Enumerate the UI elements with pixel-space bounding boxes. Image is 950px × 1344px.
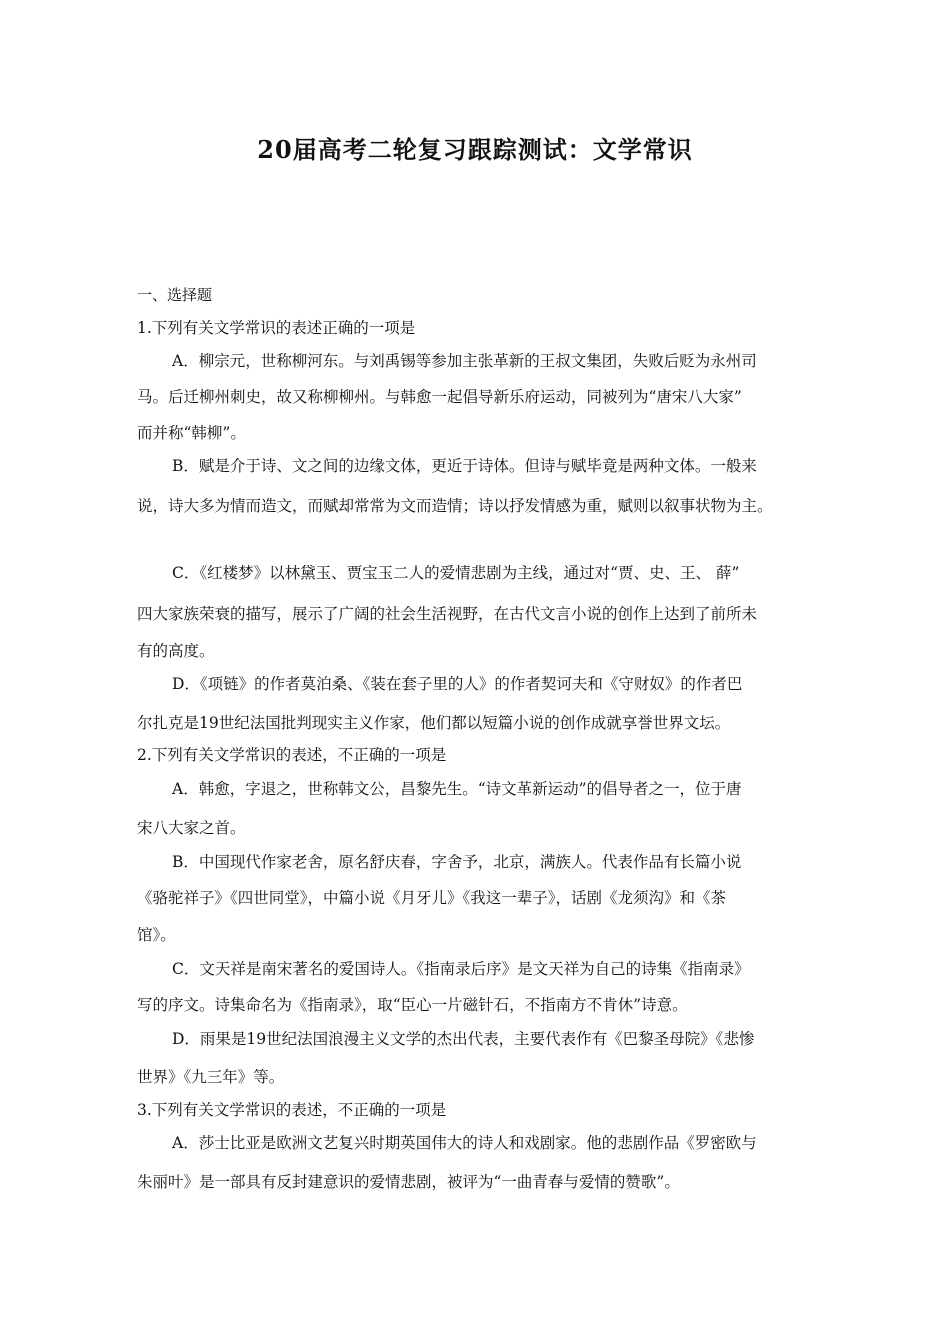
question-1-option-d: D．《项链》的作者莫泊桑、《装在套子里的人》的作者契诃夫和《守财奴》的作者巴	[172, 675, 743, 693]
text-line: 宋八大家之首。	[137, 819, 246, 837]
question-2-option-d: D．雨果是19世纪法国浪漫主义文学的杰出代表，主要代表作有《巴黎圣母院》《悲惨	[172, 1030, 755, 1048]
text-line: 四大家族荣衰的描写，展示了广阔的社会生活视野，在古代文言小说的创作上达到了前所未	[137, 605, 758, 623]
text-line: 说，诗大多为情而造文，而赋却常常为文而造情；诗以抒发情感为重，赋则以叙事状物为主。	[137, 497, 773, 515]
text-line: 朱丽叶》是一部具有反封建意识的爱情悲剧，被评为“一曲青春与爱情的赞歌”。	[137, 1173, 680, 1191]
text-line: 马。后迁柳州刺史，故又称柳柳州。与韩愈一起倡导新乐府运动，同被列为“唐宋八大家”	[137, 388, 742, 406]
question-2-option-c: C．文天祥是南宋著名的爱国诗人。《指南录后序》是文天祥为自己的诗集《指南录》	[172, 960, 750, 978]
question-1-stem: 1.下列有关文学常识的表述正确的一项是	[137, 319, 416, 337]
text-line: 《骆驼祥子》《四世同堂》，中篇小说《月牙儿》《我这一辈子》，话剧《龙须沟》和《茶	[137, 889, 727, 907]
question-1-option-b: B．赋是介于诗、文之间的边缘文体，更近于诗体。但诗与赋毕竟是两种文体。一般来	[172, 457, 757, 475]
question-3-option-a: A．莎士比亚是欧洲文艺复兴时期英国伟大的诗人和戏剧家。他的悲剧作品《罗密欧与	[172, 1134, 757, 1152]
question-2-option-b: B．中国现代作家老舍，原名舒庆春，字舍予，北京，满族人。代表作品有长篇小说	[172, 853, 742, 871]
text-line: 尔扎克是19世纪法国批判现实主义作家，他们都以短篇小说的创作成就享誉世界文坛。	[137, 714, 731, 732]
question-3-stem: 3.下列有关文学常识的表述，不正确的一项是	[137, 1101, 447, 1119]
text-line: 写的序文。诗集命名为《指南录》，取“臣心一片磁针石，不指南方不肯休”诗意。	[137, 996, 688, 1014]
text-line: 世界》《九三年》等。	[137, 1068, 285, 1086]
question-2-option-a: A．韩愈，字退之，世称韩文公，昌黎先生。“诗文革新运动”的倡导者之一，位于唐	[172, 780, 742, 798]
text-line: 而并称“韩柳”。	[137, 424, 246, 442]
text-line: 有的高度。	[137, 642, 215, 660]
document-title: 20届高考二轮复习跟踪测试：文学常识	[257, 135, 693, 164]
section-heading: 一、选择题	[137, 286, 213, 304]
question-1-option-c: C．《红楼梦》以林黛玉、贾宝玉二人的爱情悲剧为主线，通过对“贾、史、王、 薛”	[172, 564, 740, 582]
question-1-option-a: A．柳宗元，世称柳河东。与刘禹锡等参加主张革新的王叔文集团，失败后贬为永州司	[172, 352, 757, 370]
question-2-stem: 2.下列有关文学常识的表述，不正确的一项是	[137, 746, 447, 764]
text-line: 馆》。	[137, 926, 176, 944]
